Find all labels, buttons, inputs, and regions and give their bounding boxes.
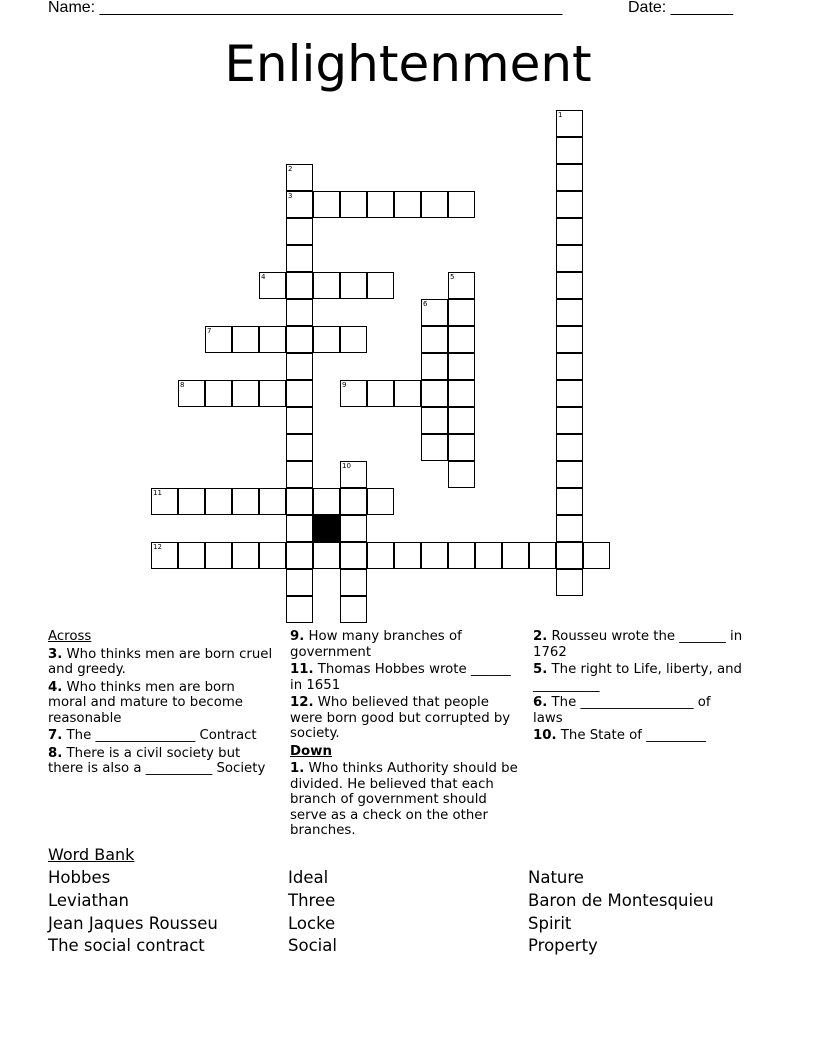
- clue: [48, 680, 276, 727]
- crossword-cell[interactable]: [421, 191, 448, 218]
- crossword-cell[interactable]: [448, 191, 475, 218]
- date-field-label: Date: _______: [628, 0, 733, 16]
- crossword-cell[interactable]: [556, 407, 583, 434]
- crossword-cell[interactable]: [421, 407, 448, 434]
- crossword-cell[interactable]: [286, 542, 313, 569]
- crossword-cell[interactable]: [313, 191, 340, 218]
- crossword-cell[interactable]: [421, 326, 448, 353]
- crossword-cell[interactable]: [556, 191, 583, 218]
- clue-num: 11.: [290, 662, 314, 677]
- crossword-cell[interactable]: [340, 461, 367, 488]
- clue-num: 10.: [533, 728, 557, 743]
- crossword-cell[interactable]: [556, 326, 583, 353]
- word-bank-column-3: [528, 867, 714, 958]
- crossword-cell[interactable]: [421, 380, 448, 407]
- crossword-cell[interactable]: [421, 542, 448, 569]
- clue-text: Thomas Hobbes wrote ______ in 1651: [290, 662, 511, 693]
- clues-column-1: [48, 629, 276, 779]
- clue-number: 12: [153, 543, 162, 551]
- crossword-cell[interactable]: [286, 191, 313, 218]
- crossword-cell[interactable]: [286, 515, 313, 542]
- clue-num: 7.: [48, 728, 63, 743]
- word-bank-item: Social: [288, 936, 337, 956]
- crossword-cell[interactable]: [448, 542, 475, 569]
- crossword-cell[interactable]: [232, 380, 259, 407]
- crossword-cell[interactable]: [556, 515, 583, 542]
- crossword-cell[interactable]: [340, 326, 367, 353]
- crossword-cell[interactable]: [313, 542, 340, 569]
- word-bank-item: Ideal: [288, 868, 329, 887]
- crossword-cell[interactable]: [286, 434, 313, 461]
- crossword-cell[interactable]: [583, 542, 610, 569]
- clue-num: 1.: [290, 761, 305, 776]
- crossword-cell[interactable]: [205, 380, 232, 407]
- crossword-cell[interactable]: [205, 326, 232, 353]
- clue-number: 6: [423, 300, 428, 308]
- crossword-cell[interactable]: [286, 488, 313, 515]
- clue-text: The _______________ Contract: [62, 728, 257, 743]
- clue-num: 8.: [48, 745, 63, 761]
- crossword-cell[interactable]: [286, 569, 313, 596]
- clue: [290, 761, 522, 839]
- crossword-cell[interactable]: [286, 245, 313, 272]
- crossword-cell[interactable]: [286, 164, 313, 191]
- clue-number: 4: [261, 273, 266, 281]
- word-bank-item: Nature: [528, 868, 584, 887]
- crossword-cell[interactable]: [286, 353, 313, 380]
- clue-num: 5.: [533, 662, 548, 677]
- clue: [48, 647, 276, 678]
- word-bank-item: Property: [528, 936, 598, 956]
- crossword-cell[interactable]: [556, 542, 583, 569]
- crossword-cell[interactable]: [556, 137, 583, 164]
- crossword-cell[interactable]: [286, 272, 313, 299]
- word-bank-item: The social contract: [48, 936, 205, 956]
- clue: [533, 629, 743, 660]
- word-bank-heading: Word Bank: [48, 845, 135, 864]
- crossword-cell[interactable]: [340, 515, 367, 542]
- clues-column-2: [290, 629, 522, 841]
- crossword-cell[interactable]: [313, 488, 340, 515]
- clue: [533, 728, 743, 744]
- word-bank-item: Three: [288, 890, 336, 910]
- crossword-cell[interactable]: [340, 569, 367, 596]
- clue-number: 11: [153, 489, 162, 497]
- crossword-cell[interactable]: [232, 542, 259, 569]
- clue: [48, 728, 276, 744]
- clue-number: 3: [288, 192, 293, 200]
- clue-number: 2: [288, 165, 293, 173]
- crossword-cell[interactable]: [178, 488, 205, 515]
- clue: [533, 695, 743, 726]
- clue-num: 2.: [533, 629, 548, 644]
- crossword-cell[interactable]: [448, 353, 475, 380]
- crossword-cell[interactable]: [421, 434, 448, 461]
- crossword-cell[interactable]: [448, 380, 475, 407]
- crossword-cell[interactable]: [556, 380, 583, 407]
- crossword-cell[interactable]: [556, 434, 583, 461]
- crossword-cell[interactable]: [286, 407, 313, 434]
- crossword-cell[interactable]: [151, 542, 178, 569]
- crossword-cell[interactable]: [259, 326, 286, 353]
- clue-number: 1: [558, 111, 563, 119]
- clue-text: Who thinks men are born moral and mature to become reasonable: [48, 679, 243, 726]
- crossword-cell[interactable]: [529, 542, 556, 569]
- crossword-cell[interactable]: [340, 542, 367, 569]
- clue-number: 9: [342, 381, 347, 389]
- crossword-cell[interactable]: [259, 272, 286, 299]
- word-bank-item: Locke: [288, 913, 336, 933]
- clue-text: Who believed that people were born good but corrupted by society.: [290, 695, 511, 741]
- crossword-cell[interactable]: [448, 434, 475, 461]
- crossword-cell[interactable]: [259, 488, 286, 515]
- crossword-cell[interactable]: [556, 218, 583, 245]
- crossword-cell[interactable]: [556, 353, 583, 380]
- crossword-cell[interactable]: [259, 380, 286, 407]
- crossword-cell[interactable]: [556, 272, 583, 299]
- crossword-cell[interactable]: [556, 110, 583, 137]
- clue-text: The right to Life, liberty, and __________: [533, 662, 742, 693]
- clue-num: 3.: [48, 646, 63, 662]
- crossword-cell[interactable]: [448, 326, 475, 353]
- clue-num: 4.: [48, 679, 63, 695]
- clue-text: There is a civil society but there is also a __________ Society: [48, 745, 266, 776]
- crossword-cell[interactable]: [286, 461, 313, 488]
- crossword-cell[interactable]: [367, 272, 394, 299]
- crossword-cell[interactable]: [340, 380, 367, 407]
- crossword-cell[interactable]: [178, 542, 205, 569]
- crossword-cell[interactable]: [340, 596, 367, 623]
- crossword-cell[interactable]: [394, 542, 421, 569]
- crossword-cell[interactable]: [340, 191, 367, 218]
- crossword-block: [313, 515, 340, 542]
- crossword-cell[interactable]: [286, 299, 313, 326]
- clue-number: 7: [207, 327, 212, 335]
- clue-num: 9.: [290, 629, 305, 644]
- crossword-cell[interactable]: [367, 191, 394, 218]
- crossword-cell[interactable]: [367, 542, 394, 569]
- crossword-cell[interactable]: [205, 542, 232, 569]
- word-bank-item: Hobbes: [48, 868, 111, 887]
- clue: [290, 629, 522, 660]
- crossword-cell[interactable]: [340, 272, 367, 299]
- clue: [290, 662, 522, 693]
- crossword-cell[interactable]: [556, 245, 583, 272]
- clue-text: How many branches of government: [290, 629, 462, 660]
- crossword-cell[interactable]: [448, 299, 475, 326]
- crossword-cell[interactable]: [394, 380, 421, 407]
- crossword-cell[interactable]: [286, 380, 313, 407]
- crossword-cell[interactable]: [313, 326, 340, 353]
- clue-number: 8: [180, 381, 185, 389]
- crossword-cell[interactable]: [448, 407, 475, 434]
- crossword-cell[interactable]: [475, 542, 502, 569]
- word-bank-item: Baron de Montesquieu: [528, 890, 714, 910]
- clue-num: 12.: [290, 695, 314, 710]
- crossword-cell[interactable]: [421, 299, 448, 326]
- clue-text: Who thinks men are born cruel and greedy.: [48, 646, 273, 677]
- crossword-cell[interactable]: [394, 191, 421, 218]
- crossword-cell[interactable]: [448, 461, 475, 488]
- clue-text: Who thinks Authority should be divided. He believed that each branch of government should serve as a check on the other branches.: [290, 761, 518, 838]
- crossword-cell[interactable]: [205, 488, 232, 515]
- crossword-cell[interactable]: [151, 488, 178, 515]
- clue-text: The State of _________: [556, 728, 707, 743]
- crossword-cell[interactable]: [286, 596, 313, 623]
- clues-column-3: [533, 629, 743, 746]
- clue: [533, 662, 743, 693]
- crossword-cell[interactable]: [313, 272, 340, 299]
- clue: [48, 746, 276, 777]
- crossword-cell[interactable]: [232, 326, 259, 353]
- word-bank-item: Spirit: [528, 913, 572, 933]
- across-heading: Across: [48, 629, 92, 644]
- crossword-cell[interactable]: [286, 326, 313, 353]
- crossword-cell[interactable]: [421, 353, 448, 380]
- crossword-cell[interactable]: [367, 380, 394, 407]
- crossword-cell[interactable]: [178, 380, 205, 407]
- crossword-cell[interactable]: [286, 218, 313, 245]
- crossword-cell[interactable]: [556, 461, 583, 488]
- name-field-label: Name: ____________________________________________________: [48, 0, 563, 16]
- crossword-cell[interactable]: [556, 299, 583, 326]
- crossword-cell[interactable]: [232, 488, 259, 515]
- word-bank-column-2: [288, 867, 337, 958]
- clue-num: 6.: [533, 695, 548, 710]
- clue-number: 10: [342, 462, 351, 470]
- crossword-cell[interactable]: [259, 542, 286, 569]
- clue-text: The _________________ of laws: [533, 695, 711, 726]
- crossword-cell[interactable]: [367, 488, 394, 515]
- clue: [290, 695, 522, 742]
- word-bank-column-1: [48, 867, 218, 958]
- page-title: Enlightenment: [224, 35, 592, 93]
- clue-number: 5: [450, 273, 455, 281]
- clue-text: Rousseu wrote the _______ in 1762: [533, 629, 743, 660]
- crossword-cell[interactable]: [556, 164, 583, 191]
- down-heading: Down: [290, 743, 332, 759]
- crossword-cell[interactable]: [502, 542, 529, 569]
- crossword-cell[interactable]: [556, 488, 583, 515]
- crossword-cell[interactable]: [340, 488, 367, 515]
- crossword-cell[interactable]: [448, 272, 475, 299]
- word-bank-item: Jean Jaques Rousseu: [48, 913, 218, 933]
- word-bank-item: Leviathan: [48, 890, 130, 910]
- crossword-cell[interactable]: [556, 569, 583, 596]
